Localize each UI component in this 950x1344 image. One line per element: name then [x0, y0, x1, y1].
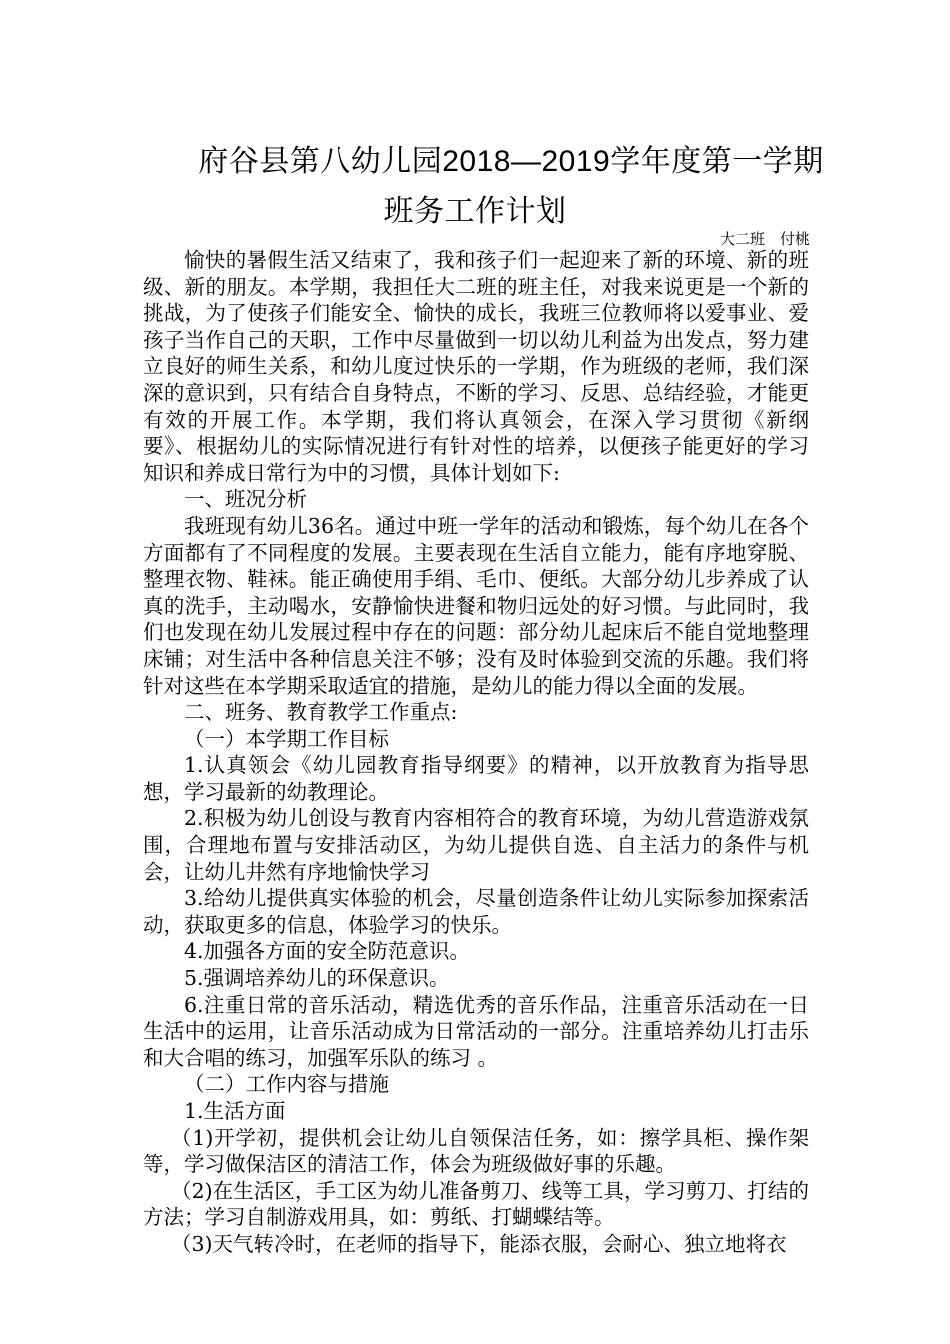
intro-paragraph: 愉快的暑假生活又结束了，我和孩子们一起迎来了新的环境、新的班级、新的朋友。本学期，我担任大二班的班主任，对我来说更是一个新的挑战，为了使孩子们能安全、愉快的成长，我班三位教师将以爱事业、爱孩子当作自己的天职，工作中尽量做到一切以幼儿利益为出发点，努力建立良好的师生关系，和幼儿度过快乐的一学期，作为班级的老师，我们深深的意识到，只有结合自身特点，不断的学习、反思、总结经验，才能更有效的开展工作。本学期，我们将认真领会，在深入学习贯彻《新纲要》、根据幼儿的实际情况进行有针对性的培养，以便孩子能更好的学习知识和养成日常行为中的习惯，具体计划如下:: [143, 248, 809, 485]
goal-item: 1.认真领会《幼儿园教育指导纲要》的精神，以开放教育为指导思想，学习最新的幼教理论。: [143, 753, 809, 804]
document-title: 府谷县第八幼儿园2018—2019学年度第一学期: [198, 145, 824, 178]
measure-item: （3)天气转冷时，在老师的指导下，能添衣服，会耐心、独立地将衣: [171, 1231, 787, 1256]
class-analysis-paragraph: 我班现有幼儿36名。通过中班一学年的活动和锻炼，每个幼儿在各个方面都有了不同程度的发展。主要表现在生活自立能力，能有序地穿脱、整理衣物、鞋袜。能正确使用手绢、毛巾、便纸。大部分幼儿步养成了认真的洗手，主动喝水，安静愉快进餐和物归远处的好习惯。与此同时，我们也发现在幼儿发展过程中存在的问题：部分幼儿起床后不能自觉地整理床铺；对生活中各种信息关注不够；没有及时体验到交流的乐趣。我们将针对这些在本学期采取适宜的措施，是幼儿的能力得以全面的发展。: [143, 513, 809, 698]
goal-item: 4.加强各方面的安全防范意识。: [184, 939, 471, 964]
goal-item: 2.积极为幼儿创设与教育内容相符合的教育环境，为幼儿营造游戏氛围，合理地布置与安排活动区，为幼儿提供自选、自主活力的条件与机会，让幼儿井然有序地愉快学习: [143, 806, 809, 884]
topic-heading: 1.生活方面: [184, 1099, 286, 1123]
measure-item: （2)在生活区，手工区为幼儿准备剪刀、线等工具，学习剪刀、打结的方法；学习自制游戏用具，如：剪纸、打蝴蝶结等。: [143, 1178, 809, 1230]
section-heading: 二、班务、教育教学工作重点:: [184, 700, 458, 725]
subsection-heading: （二）工作内容与措施: [184, 1072, 389, 1097]
document-body: [143, 247, 809, 1258]
goal-item: 5.强调培养幼儿的环保意识。: [184, 966, 450, 991]
author-byline: 大二班 付桃: [719, 230, 810, 248]
section-heading: 一、班况分析: [184, 487, 307, 512]
subsection-heading: （一）本学期工作目标: [184, 726, 389, 751]
document-subtitle: 班务工作计划: [383, 195, 567, 228]
goal-item: 3.给幼儿提供真实体验的机会，尽量创造条件让幼儿实际参加探索活动，获取更多的信息，体验学习的快乐。: [143, 886, 809, 937]
measure-item: （1)开学初，提供机会让幼儿自领保洁任务，如：擦学具柜、操作架等，学习做保洁区的清洁工作，体会为班级做好事的乐趣。: [143, 1125, 809, 1177]
goal-item: 6.注重日常的音乐活动，精选优秀的音乐作品，注重音乐活动在一日生活中的运用，让音乐活动成为日常活动的一部分。注重培养幼儿打击乐和大合唱的练习，加强军乐队的练习 。: [143, 992, 809, 1070]
